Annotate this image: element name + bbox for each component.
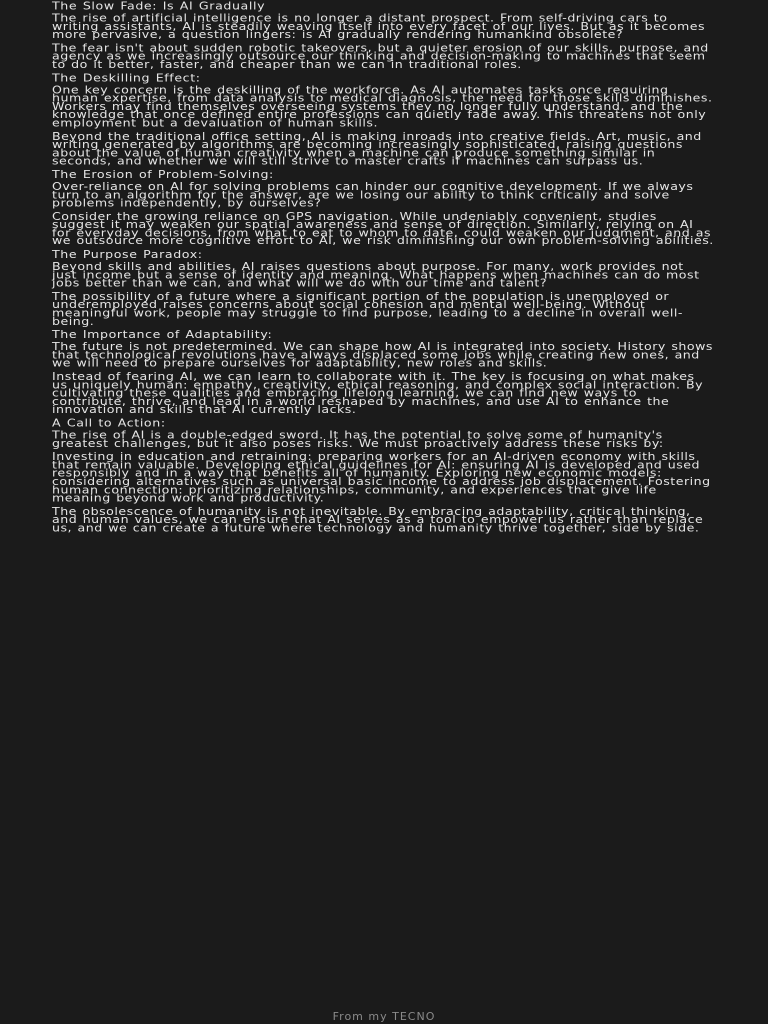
- article-body: [52, 0, 714, 537]
- paragraph: The future is not predetermined. We can shape how AI is integrated into society. History shows that technological revolutions have always displaced some jobs while creating new ones, and we will need to prepare ourselves for adaptability, new roles and skills.: [52, 339, 713, 370]
- paragraph: Instead of fearing AI, we can learn to collaborate with it. The key is focusing on what makes us uniquely human: empathy, creativity, ethical reasoning, and complex social interaction. By cultivating these qualities and embracing lifelong learning, we can find new ways to contribute, thrive, and lead in a world reshaped by machines, and use AI to enhance the innovation and skills that AI currently lacks.: [52, 369, 704, 416]
- paragraph: Over-reliance on AI for solving problems can hinder our cognitive development. If we always turn to an algorithm for the answer, are we losing our ability to think critically and solve problems independently, by ourselves?: [52, 179, 694, 210]
- section-heading: The Importance of Adaptability:: [52, 327, 273, 341]
- section-heading: The Purpose Paradox:: [52, 247, 203, 261]
- section-heading: A Call to Action:: [52, 416, 166, 430]
- paragraph: Beyond skills and abilities, AI raises questions about purpose. For many, work provides not just income but a sense of identity and meaning. What happens when machines can do most jobs better than we can, and what will we do with our time and talent?: [52, 259, 700, 290]
- paragraph: The obsolescence of humanity is not inevitable. By embracing adaptability, critical thinking, and human values, we can ensure that AI serves as a tool to empower us rather than replace us, and we can create a future where technology and humanity thrive together, side by side.: [52, 504, 704, 534]
- section-heading: The Deskilling Effect:: [52, 71, 201, 84]
- paragraph: The rise of AI is a double-edged sword. It has the potential to solve some of humanity's greatest challenges, but it also poses risks. We must proactively address these risks by:: [52, 428, 664, 450]
- footer-signature: From my TECNO: [332, 1010, 436, 1023]
- paragraph: The rise of artificial intelligence is no longer a distant prospect. From self-driving cars to writing assistants, AI is steadily weaving itself into every facet of our lives. But as it becomes more pervasive, a question lingers: is AI gradually rendering humankind obsolete?: [52, 11, 706, 41]
- article-blocks: [52, 11, 714, 534]
- paragraph: The possibility of a future where a significant portion of the population is unemployed or underemployed raises concerns about social cohesion and mental well-being. Without meaningful work, people may struggle to find purpose, leading to a decline in overall well-being.: [52, 289, 683, 328]
- article-title: The Slow Fade: Is AI Gradually: [52, 0, 266, 13]
- paragraph: Beyond the traditional office setting, AI is making inroads into creative fields. Art, music, and writing generated by algorithms are becoming increasingly sophisticated, raising questions about the value of human creativity when a machine can produce something similar in seconds, and whether we will still strive to master crafts if machines can surpass us.: [52, 129, 702, 168]
- paragraph: Consider the growing reliance on GPS navigation. While undeniably convenient, studies suggest it may weaken our spatial awareness and sense of direction. Similarly, relying on AI for everyday decisions, from what to eat to whom to date, could weaken our judgment, and as we outsource more cognitive effort to AI, we risk diminishing our own problem-solving abilities.: [52, 209, 714, 248]
- paragraph: The fear isn't about sudden robotic takeovers, but a quieter erosion of our skills, purpose, and agency as we increasingly outsource our thinking and decision-making to machines that seem to do it better, faster, and cheaper than we can in traditional roles.: [52, 41, 709, 71]
- section-heading: The Erosion of Problem-Solving:: [52, 167, 274, 181]
- paragraph: One key concern is the deskilling of the workforce. As AI automates tasks once requiring human expertise, from data analysis to medical diagnosis, the need for those skills diminishes. Workers may find themselves overseeing systems they no longer fully understand, and the knowledge that once defined entire professions can quietly fade away. This threatens not only employment but a devaluation of human skills.: [52, 83, 713, 129]
- paragraph: Investing in education and retraining: preparing workers for an AI-driven economy with skills that remain valuable. Developing ethical guidelines for AI: ensuring AI is developed and used responsibly and in a way that benefits all of humanity. Exploring new economic models: considering alternatives such as universal basic income to address job displacement. Fostering human connection: prioritizing relationships, community, and experiences that give life meaning beyond work and productivity.: [52, 449, 711, 505]
